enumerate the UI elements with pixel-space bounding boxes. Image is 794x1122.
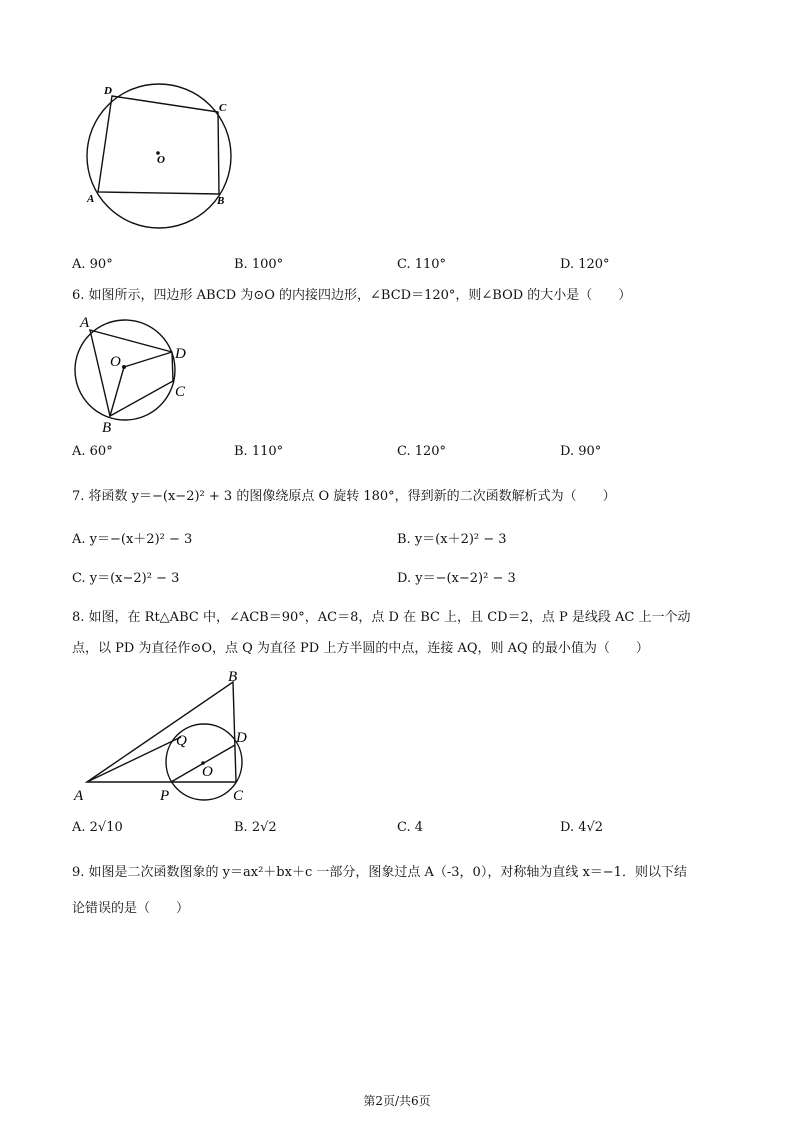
- page-footer: 第2页/共6页: [363, 1094, 431, 1108]
- label-o: O: [202, 764, 213, 780]
- q6-option-b: B. 110°: [234, 444, 284, 459]
- label-a: A: [87, 193, 95, 205]
- q7-option-b: B. y＝(x＋2)² − 3: [397, 532, 507, 547]
- label-b: B: [217, 195, 225, 207]
- q6-option-c: C. 120°: [397, 444, 447, 459]
- figure-q5-circle-quadrilateral: [78, 76, 248, 236]
- label-b: B: [102, 420, 112, 434]
- quadrilateral-abcd: [90, 330, 173, 416]
- label-d: D: [104, 85, 112, 97]
- q7-option-a: A. y＝−(x＋2)² − 3: [72, 532, 193, 547]
- q6-question: 6. 如图所示，四边形 ABCD 为⊙O 的内接四边形，∠BCD＝120°，则∠BOD 的大小是（ ）: [72, 288, 632, 303]
- label-a: A: [74, 788, 84, 804]
- center-point: [122, 365, 126, 369]
- label-b: B: [228, 669, 238, 685]
- label-q: Q: [176, 733, 187, 749]
- q8-option-c: C. 4: [397, 820, 424, 835]
- label-p: P: [160, 788, 170, 804]
- circle-o: [75, 320, 175, 420]
- label-o: O: [110, 354, 121, 370]
- figure-q6-circle: [72, 312, 202, 434]
- q7-question: 7. 将函数 y＝−(x−2)² + 3 的图像绕原点 O 旋转 180°，得到新的二次函数解析式为（ ）: [72, 489, 616, 504]
- q8-question-line1: 8. 如图，在 Rt△ABC 中，∠ACB＝90°，AC＝8，点 D 在 BC 上，且 CD＝2，点 P 是线段 AC 上一个动: [72, 610, 691, 625]
- q5-option-b: B. 100°: [234, 257, 284, 272]
- label-o: O: [157, 154, 165, 166]
- label-d: D: [175, 346, 186, 362]
- q8-option-d: D. 4√2: [560, 820, 604, 835]
- q8-option-b: B. 2√2: [234, 820, 277, 835]
- q7-option-c: C. y＝(x−2)² − 3: [72, 571, 180, 586]
- q9-question-line1: 9. 如图是二次函数图象的 y＝ax²＋bx＋c 一部分，图象过点 A（-3，0），对称轴为直线 x＝−1．则以下结: [72, 865, 687, 880]
- label-c: C: [233, 788, 244, 804]
- q5-option-d: D. 120°: [560, 257, 610, 272]
- q6-option-d: D. 90°: [560, 444, 602, 459]
- q8-question-line2: 点，以 PD 为直径作⊙O，点 Q 为直径 PD 上方半圆的中点，连接 AQ，则 AQ 的最小值为（ ）: [72, 641, 649, 656]
- q9-question-line2: 论错误的是（ ）: [72, 901, 190, 916]
- label-c: C: [175, 384, 186, 400]
- q5-option-c: C. 110°: [397, 257, 447, 272]
- q8-option-a: A. 2√10: [72, 820, 123, 835]
- quadrilateral-abcd: [98, 96, 219, 194]
- q7-option-d: D. y＝−(x−2)² − 3: [397, 571, 516, 586]
- triangle-abc: [87, 682, 236, 782]
- label-c: C: [219, 102, 227, 114]
- label-a: A: [80, 315, 90, 331]
- q6-option-a: A. 60°: [72, 444, 113, 459]
- figure-q8-triangle: [70, 666, 270, 808]
- q5-option-a: A. 90°: [72, 257, 113, 272]
- label-d: D: [236, 730, 247, 746]
